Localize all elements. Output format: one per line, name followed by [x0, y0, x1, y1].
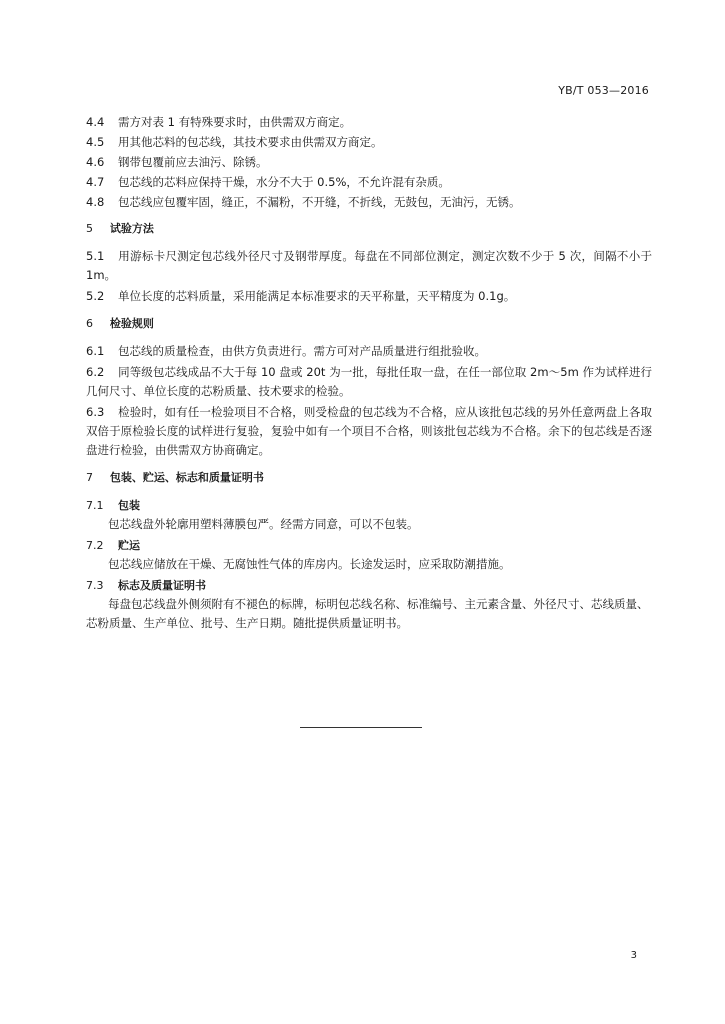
clause-4-8	[86, 193, 652, 211]
clause-number: 7.1	[86, 499, 104, 512]
clause-4-4	[86, 113, 652, 131]
subclause-title: 标志及质量证明书	[118, 579, 206, 592]
clause-number: 4.5	[86, 135, 105, 149]
clause-6-1	[86, 342, 652, 361]
clause-6-2	[86, 363, 652, 401]
document-body	[86, 113, 652, 635]
clause-text: 包芯线的质量检查，由供方负责进行。需方可对产品质量进行组批验收。	[118, 344, 486, 358]
clause-4-7	[86, 173, 652, 191]
clause-text: 单位长度的芯料质量，采用能满足本标准要求的天平称量，天平精度为 0.1g。	[118, 289, 516, 303]
section-title: 检验规则	[109, 317, 154, 330]
clause-number: 6.1	[86, 344, 105, 358]
clause-7-1-text: 包芯线盘外轮廓用塑料薄膜包严。经需方同意，可以不包装。	[108, 517, 419, 531]
subclause-title: 贮运	[118, 539, 140, 552]
clause-5-2	[86, 287, 652, 306]
section-title: 包装、贮运、标志和质量证明书	[109, 471, 264, 484]
clause-7-3-text: 每盘包芯线盘外侧须附有不褪色的标牌，标明包芯线名称、标准编号、主元素含量、外径尺寸、芯线质量、芯粉质量、生产单位、批号、生产日期。随批提供质量证明书。	[86, 597, 649, 630]
end-of-document-rule	[300, 727, 422, 728]
subclause-title: 包装	[118, 499, 140, 512]
section-heading-7	[86, 470, 652, 486]
page-number: 3	[630, 950, 637, 961]
subclause-heading-7-2	[86, 536, 652, 555]
clause-text: 包芯线应包覆牢固，缝正，不漏粉，不开缝，不折线，无鼓包，无油污，无锈。	[118, 195, 521, 209]
section-heading-5	[86, 221, 652, 237]
clause-number: 4.6	[86, 155, 105, 169]
clause-4-6	[86, 153, 652, 171]
clause-number: 5.2	[86, 289, 105, 303]
clause-number: 4.7	[86, 175, 105, 189]
clause-number: 6.3	[86, 405, 105, 419]
subclause-heading-7-1	[86, 496, 652, 515]
clause-number: 7.2	[86, 539, 104, 552]
standard-code-header: YB/T 053—2016	[558, 84, 649, 97]
clause-number: 4.4	[86, 115, 105, 129]
clause-number: 7.3	[86, 579, 104, 592]
clause-text: 用游标卡尺测定包芯线外径尺寸及钢带厚度。每盘在不同部位测定，测定次数不少于 5 次，间隔不小于 1m。	[86, 249, 652, 282]
clause-text: 同等级包芯线成品不大于每 10 盘或 20t 为一批，每批任取一盘，在任一部位取 2m～5m 作为试样进行几何尺寸、单位长度的芯粉质量、技术要求的检验。	[86, 365, 652, 398]
subclause-heading-7-3	[86, 576, 652, 595]
clause-4-5	[86, 133, 652, 151]
clause-text: 检验时，如有任一检验项目不合格，则受检盘的包芯线为不合格，应从该批包芯线的另外任意两盘上各取双倍于原检验长度的试样进行复验，复验中如有一个项目不合格，则该批包芯线为不合格。余下的包芯线是否逐盘进行检验，由供需双方协商确定。	[86, 405, 652, 457]
clause-text: 钢带包覆前应去油污、除锈。	[118, 155, 268, 169]
section-heading-6	[86, 316, 652, 332]
clause-7-2-text: 包芯线应储放在干燥、无腐蚀性气体的库房内。长途发运时，应采取防潮措施。	[108, 557, 511, 571]
clause-text: 需方对表 1 有特殊要求时，由供需双方商定。	[118, 115, 352, 129]
clause-6-3	[86, 403, 652, 460]
section-number: 5	[86, 222, 93, 235]
clause-number: 5.1	[86, 249, 105, 263]
clause-number: 4.8	[86, 195, 105, 209]
clause-text: 包芯线的芯料应保持干燥，水分不大于 0.5%，不允许混有杂质。	[118, 175, 450, 189]
section-title: 试验方法	[109, 222, 154, 235]
clause-number: 6.2	[86, 365, 105, 379]
section-number: 6	[86, 317, 93, 330]
clause-text: 用其他芯料的包芯线，其技术要求由供需双方商定。	[118, 135, 383, 149]
section-number: 7	[86, 471, 93, 484]
clause-5-1	[86, 247, 652, 285]
